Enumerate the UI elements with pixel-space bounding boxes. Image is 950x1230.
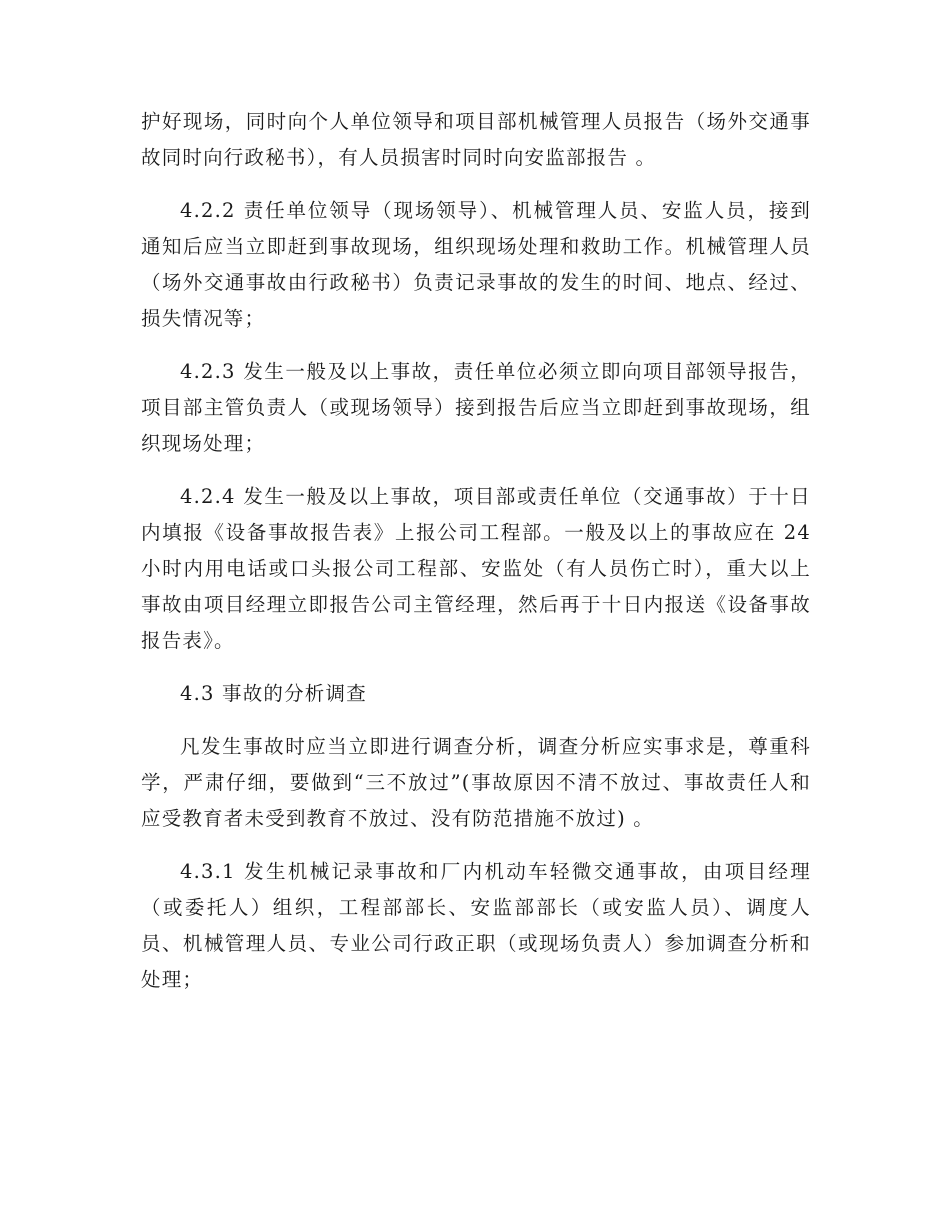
paragraph-4-3-1: 4.3.1 发生机械记录事故和厂内机动车轻微交通事故，由项目经理（或委托人）组织，工程部部长、安监部部长（或安监人员）、调度人员、机械管理人员、专业公司行政正职（或现场负责人）参加调查分析和处理；: [141, 860, 811, 991]
paragraph-three-not-let-go: 凡发生事故时应当立即进行调查分析，调查分析应实事求是，尊重科学，严肃仔细，要做到“三不放过”(事故原因不清不放过、事故责任人和应受教育者未受到教育不放过、没有防范措施不放过) 。: [141, 735, 811, 830]
document-body: [141, 104, 811, 1015]
paragraph-continuation: 护好现场，同时向个人单位领导和项目部机械管理人员报告（场外交通事故同时向行政秘书），有人员损害时同时向安监部报告 。: [141, 110, 811, 169]
section-heading-4-3: 4.3 事故的分析调查: [180, 682, 367, 705]
paragraph-4-2-2: 4.2.2 责任单位领导（现场领导）、机械管理人员、安监人员，接到通知后应当立即赶到事故现场，组织现场处理和救助工作。机械管理人员（场外交通事故由行政秘书）负责记录事故的发生的时间、地点、经过、损失情况等；: [141, 199, 811, 330]
paragraph-4-2-3: 4.2.3 发生一般及以上事故，责任单位必须立即向项目部领导报告，项目部主管负责人（或现场领导）接到报告后应当立即赶到事故现场，组织现场处理；: [141, 360, 811, 455]
paragraph-4-2-4: 4.2.4 发生一般及以上事故，项目部或责任单位（交通事故）于十日内填报《设备事故报告表》上报公司工程部。一般及以上的事故应在 24 小时内用电话或口头报公司工程部、安监处（有人员伤亡时），重大以上事故由项目经理立即报告公司主管经理，然后再于十日内报送《设备事故报告表》。: [141, 485, 811, 652]
